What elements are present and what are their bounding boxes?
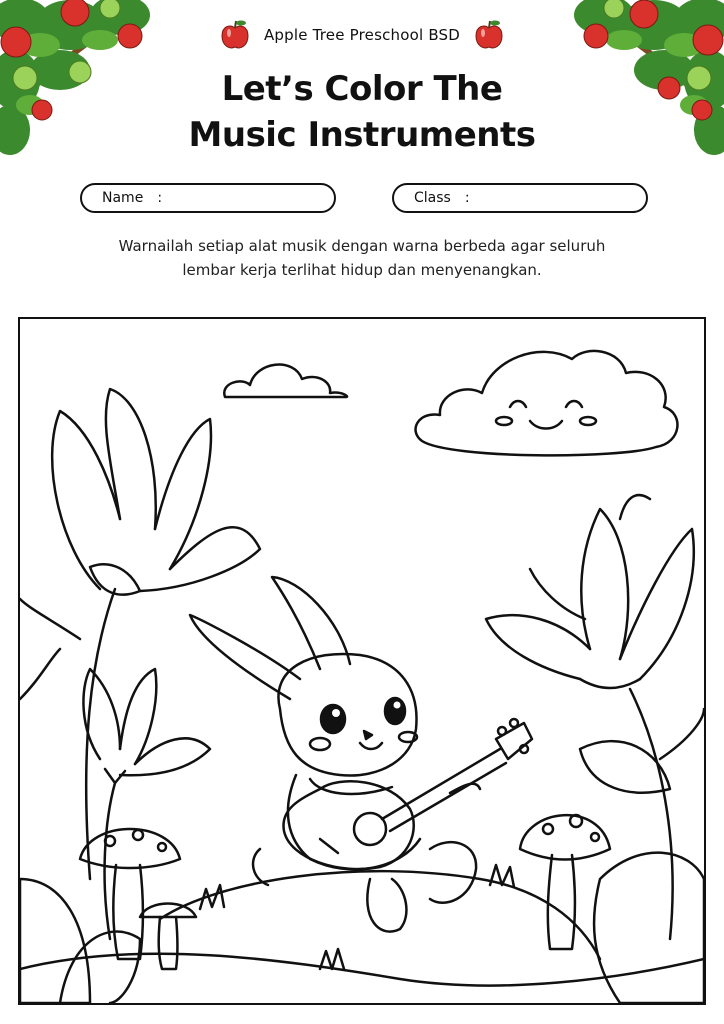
class-separator: : <box>464 190 470 206</box>
title-line-1: Let’s Color The <box>221 69 503 109</box>
instruction-line-2: lembar kerja terlihat hidup dan menyenangkan. <box>182 261 542 279</box>
coloring-illustration <box>18 317 706 1005</box>
page-title <box>0 66 724 158</box>
grass-tuft <box>200 885 224 909</box>
name-separator: : <box>157 190 163 206</box>
apple-icon <box>220 19 250 51</box>
smiling-cloud <box>416 351 678 455</box>
mushroom-right <box>520 815 610 949</box>
instruction-line-1: Warnailah setiap alat musik dengan warna berbeda agar seluruh <box>118 237 606 255</box>
tulip-flower-small <box>83 669 210 939</box>
grass-tuft <box>490 865 514 887</box>
leaf-bottom-left <box>20 879 90 1003</box>
leaf-bottom-left-2 <box>60 932 140 1003</box>
name-label: Name <box>102 190 144 206</box>
leaf-right <box>580 741 670 792</box>
bunny-character <box>190 577 476 932</box>
school-header <box>0 18 724 52</box>
name-field[interactable] <box>80 183 336 213</box>
leaf-bottom-right <box>594 853 704 1003</box>
apple-icon <box>474 19 504 51</box>
tulip-flower-right <box>486 495 704 939</box>
school-name: Apple Tree Preschool BSD <box>263 26 461 44</box>
grass-hill <box>160 871 600 959</box>
mushroom-left <box>80 829 180 959</box>
class-field[interactable] <box>392 183 648 213</box>
small-cloud <box>224 365 347 397</box>
tulip-flower-left <box>20 389 260 879</box>
title-line-2: Music Instruments <box>188 115 536 155</box>
class-label: Class <box>414 190 451 206</box>
instruction-text <box>60 234 664 282</box>
